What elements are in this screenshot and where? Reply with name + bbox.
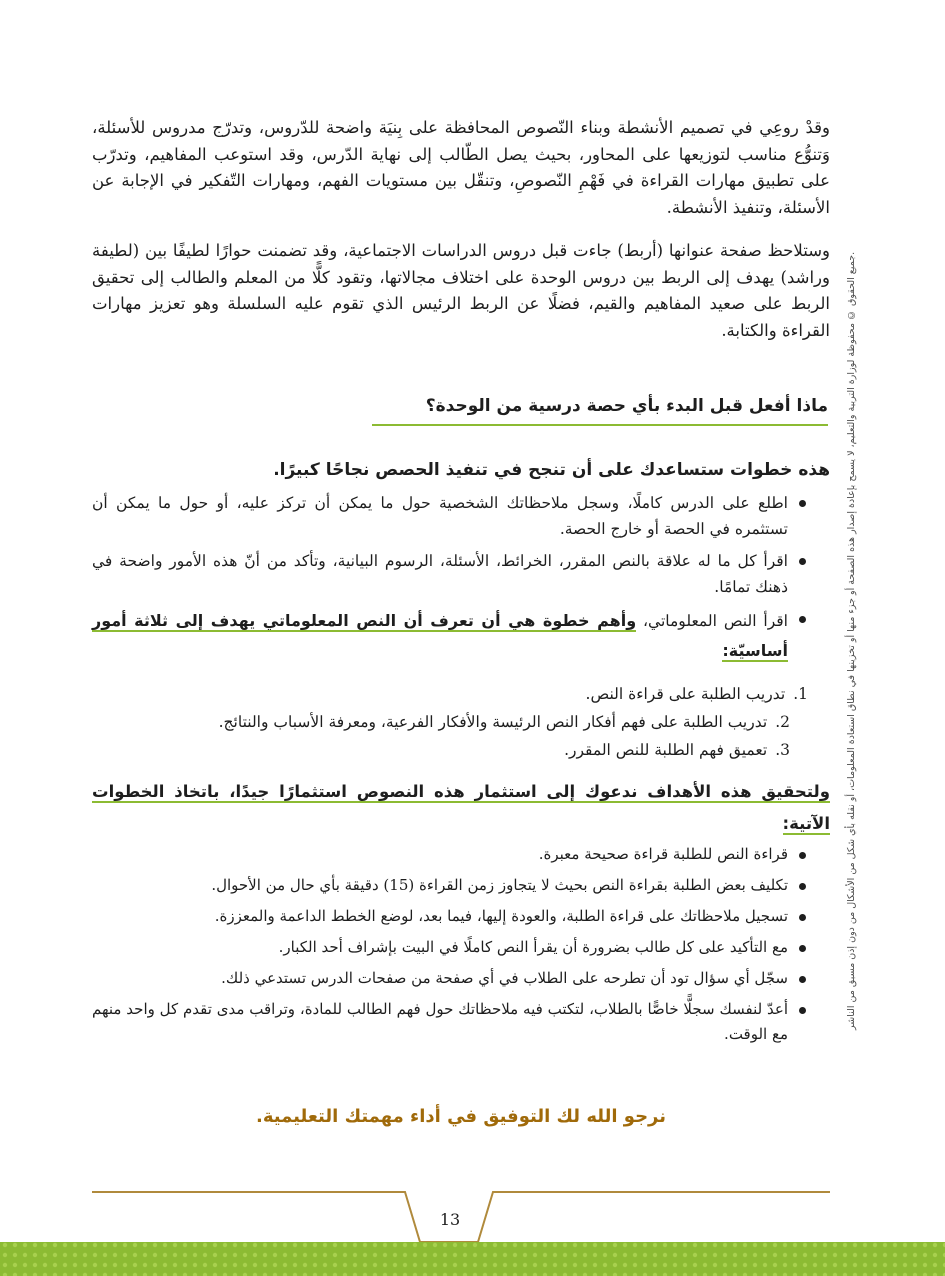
bullet-dot	[799, 1007, 806, 1014]
step-text: اقرأ كل ما له علاقة بالنص المقرر، الخرائط، الأسئلة، الرسوم البيانية، وتأكد من أنّ هذه الأمور واضحة في ذهنك تمامًا.	[92, 552, 788, 596]
action-text: قراءة النص للطلبة قراءة صحيحة معبرة.	[538, 845, 788, 863]
list-item	[92, 680, 808, 708]
section-title-text: ماذا أفعل قبل البدء بأي حصة درسية من الوحدة؟	[425, 396, 828, 416]
purpose-number: 1.	[793, 685, 808, 703]
step-text: اقرأ النص المعلوماتي،	[643, 612, 788, 630]
goal-heading	[92, 776, 830, 840]
action-text: تسجيل ملاحظاتك على قراءة الطلبة، والعودة إليها، فيما بعد، لوضع الخطط الداعمة والمعززة.	[214, 907, 788, 925]
list-item	[92, 606, 808, 666]
page-number: 13	[439, 1210, 461, 1229]
list-item	[92, 736, 808, 764]
steps-heading: هذه خطوات ستساعدك على أن تنجح في تنفيذ الحصص نجاحًا كبيرًا.	[273, 460, 830, 480]
bullet-dot	[799, 883, 806, 890]
purpose-number: 3.	[775, 741, 790, 759]
list-item	[92, 548, 808, 600]
purpose-text: تدريب الطلبة على قراءة النص.	[585, 685, 786, 703]
step-emphasis: وأهم خطوة هي أن تعرف أن النص المعلوماتي يهدف إلى ثلاثة أمور أساسيّة:	[92, 611, 788, 660]
section-title-underline	[372, 424, 828, 426]
steps-list	[92, 490, 808, 672]
list-item	[92, 490, 808, 542]
purposes-list	[92, 680, 808, 764]
intro-paragraph-1: وقدْ روعِي في تصميم الأنشطة وبناء النّصوص المحافظة على بِنيَة واضحة للدّروس، وتدرّج مدروس للأسئلة، وَتنوُّع مناسب لتوزيعها على المحاور، بحيث يصل الطّالب إلى نهاية الدّرس، وقد استوعب المفاهيم، وتدرّب على تطبيق مهارات القراءة في فَهْمِ النّصوصِ، وتنقّل بين مستويات الفهم، ومهارات التّفكير في الإجابة عن الأسئلة، وتنفيذ الأنشطة.	[92, 118, 830, 217]
intro-paragraph-2: وستلاحظ صفحة عنوانها (أربط) جاءت قبل دروس الدراسات الاجتماعية، وقد تضمنت حوارًا لطيفًا بين (لطيفة وراشد) يهدف إلى الربط بين دروس الوحدة على اختلاف مجالاتها، وتقود كلًّا من المعلم والطالب إلى تحقيق الربط على صعيد المفاهيم والقيم، فضلًا عن الربط الرئيس الذي تقوم عليه السلسلة وهو تعزيز مهارات القراءة والكتابة.	[92, 241, 830, 340]
list-item	[92, 873, 808, 898]
footer-pattern-band	[0, 1242, 945, 1276]
bullet-dot	[799, 852, 806, 859]
closing-message: نرجو الله لك التوفيق في أداء مهمتك التعليمية.	[256, 1106, 666, 1127]
action-text: تكليف بعض الطلبة بقراءة النص بحيث لا يتجاوز زمن القراءة (15) دقيقة بأي حال من الأحوال.	[211, 876, 788, 894]
list-item	[92, 904, 808, 929]
list-item	[92, 842, 808, 867]
copyright-side-note: جميع الحقوق © محفوظة لوزارة التربية والتعليم، لا يسمح بإعادة إصدار هذه الصفحة أو جزء منها أو تخزينها في نطاق استعادة المعلومات، أو نقله بأي شكل من الأشكال من دون إذن مسبق من الناشر.	[846, 251, 857, 1030]
list-item	[92, 966, 808, 991]
purpose-text: تدريب الطلبة على فهم أفكار النص الرئيسة والأفكار الفرعية، ومعرفة الأسباب والنتائج.	[218, 713, 768, 731]
bullet-dot	[799, 976, 806, 983]
goal-heading-text: ولتحقيق هذه الأهداف ندعوك إلى استثمار هذه النصوص استثمارًا جيدًا، باتخاذ الخطوات الآتية:	[92, 782, 830, 833]
purpose-number: 2.	[775, 713, 790, 731]
section-title	[372, 396, 828, 426]
list-item	[92, 997, 808, 1047]
list-item	[92, 708, 808, 736]
bullet-dot	[799, 616, 806, 623]
list-item	[92, 935, 808, 960]
action-text: أعدّ لنفسك سجلًّا خاصًّا بالطلاب، لتكتب فيه ملاحظاتك حول فهم الطالب للمادة، وتراقب مدى تقدم كل واحد منهم مع الوقت.	[92, 1000, 788, 1043]
purpose-text: تعميق فهم الطلبة للنص المقرر.	[564, 741, 768, 759]
step-text: اطلع على الدرس كاملًا، وسجل ملاحظاتك الشخصية حول ما يمكن أن تركز عليه، أو حول ما يمكن أن تستثمره في الحصة أو خارج الحصة.	[92, 494, 788, 538]
actions-list	[92, 842, 808, 1053]
action-text: سجّل أي سؤال تود أن تطرحه على الطلاب في أي صفحة من صفحات الدرس تستدعي ذلك.	[221, 969, 788, 987]
bullet-dot	[799, 500, 806, 507]
bullet-dot	[799, 945, 806, 952]
bullet-dot	[799, 914, 806, 921]
action-text: مع التأكيد على كل طالب بضرورة أن يقرأ النص كاملًا في البيت بإشراف أحد الكبار.	[278, 938, 788, 956]
bullet-dot	[799, 558, 806, 565]
